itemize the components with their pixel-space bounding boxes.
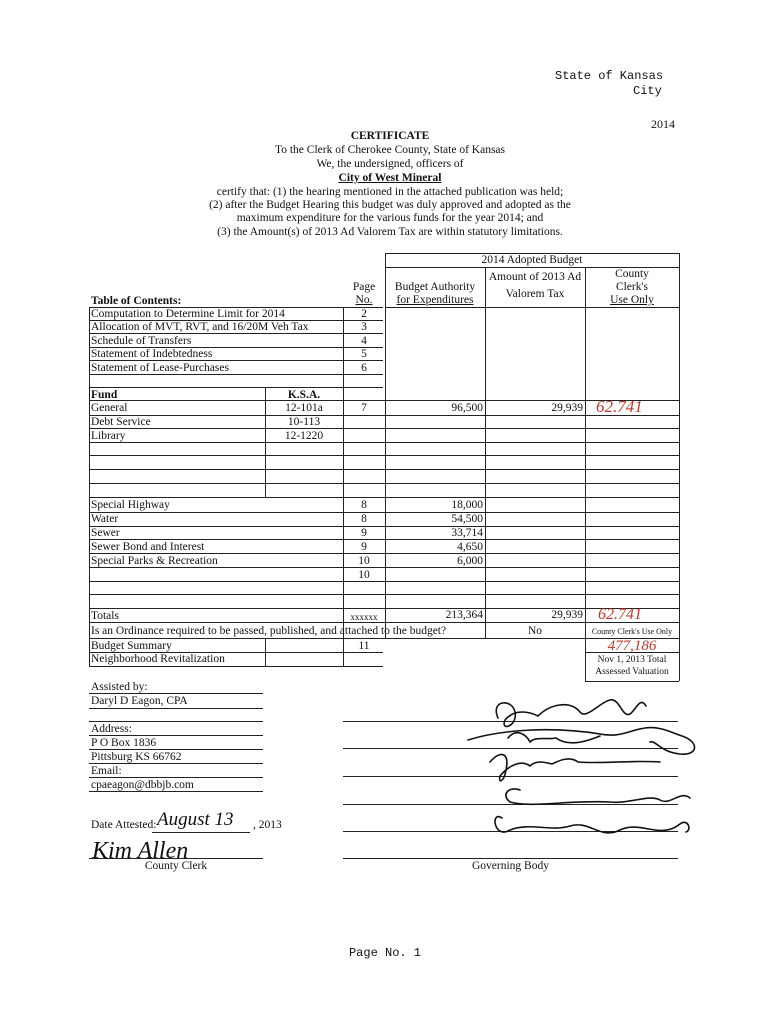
other-fund-name: Special Highway xyxy=(91,499,170,511)
fund-budget: 96,500 xyxy=(451,402,483,414)
clerk-col-header-1: County xyxy=(615,268,649,280)
toc-label: Table of Contents: xyxy=(91,295,182,307)
fund-name: General xyxy=(91,402,128,414)
page-number: Page No. 1 xyxy=(348,946,421,960)
assessed-label-1: Nov 1, 2013 Total xyxy=(597,655,667,665)
city-name: City of West Mineral xyxy=(338,172,442,184)
address-line-1: P O Box 1836 xyxy=(91,737,157,749)
neighborhood-label: Neighborhood Revitalization xyxy=(91,653,225,665)
fund-ksa: 12-101a xyxy=(285,402,323,414)
page-col-header-2: No. xyxy=(355,294,373,306)
other-fund-budget: 6,000 xyxy=(457,555,483,567)
fund-tax: 29,939 xyxy=(551,402,583,414)
totals-page: xxxxxx xyxy=(350,612,378,622)
fund-ksa: 12-1220 xyxy=(284,430,324,442)
other-fund-budget: 18,000 xyxy=(451,499,483,511)
other-fund-name: Special Parks & Recreation xyxy=(91,555,218,567)
governing-body-label: Governing Body xyxy=(472,860,549,872)
other-fund-page: 9 xyxy=(361,541,367,553)
ordinance-question: Is an Ordinance required to be passed, published, and attached to the budget? xyxy=(91,625,447,637)
totals-label: Totals xyxy=(91,610,119,622)
date-attested-year: , 2013 xyxy=(253,819,282,831)
other-fund-page: 8 xyxy=(361,499,367,511)
address-line-2: Pittsburg KS 66762 xyxy=(91,751,182,763)
totals-tax: 29,939 xyxy=(551,609,583,621)
clerk-col-header-3: Use Only xyxy=(610,294,654,306)
other-fund-name: Sewer xyxy=(91,527,120,539)
fund-label: Fund xyxy=(91,389,118,401)
county-clerk-use-only: County Clerk's Use Only xyxy=(591,627,673,636)
toc-item: Statement of Indebtedness xyxy=(91,348,213,360)
other-fund-budget: 33,714 xyxy=(451,527,483,539)
county-clerk-signature: Kim Allen xyxy=(92,838,189,864)
other-fund-budget: 54,500 xyxy=(451,513,483,525)
toc-item: Allocation of MVT, RVT, and 16/20M Veh Tax xyxy=(91,321,309,333)
certificate-body-1: certify that: (1) the hearing mentioned in the attached publication was held; xyxy=(216,186,564,198)
other-fund-page: 10 xyxy=(358,569,370,581)
budget-col-header-2: for Expenditures xyxy=(396,294,474,306)
adopted-budget-header: 2014 Adopted Budget xyxy=(481,254,583,266)
toc-page: 3 xyxy=(361,321,367,333)
assessed-label-2: Assessed Valuation xyxy=(595,667,669,677)
other-fund-page: 10 xyxy=(358,555,370,567)
certificate-body-2: (2) after the Budget Hearing this budget was duly approved and adopted as the xyxy=(209,199,571,211)
other-fund-budget: 4,650 xyxy=(457,541,483,553)
certificate-body-3: maximum expenditure for the various funds for the year 2014; and xyxy=(236,212,544,224)
toc-item: Statement of Lease-Purchases xyxy=(91,362,229,374)
tax-col-header-1: Amount of 2013 Ad xyxy=(488,271,582,283)
toc-page: 6 xyxy=(361,362,367,374)
assessed-valuation-handwritten: 477,186 xyxy=(607,638,657,654)
other-fund-name: Water xyxy=(91,513,119,525)
fund-clerk-handwritten: 62.741 xyxy=(596,397,643,416)
fund-page: 7 xyxy=(361,402,367,414)
certificate-to-line: To the Clerk of Cherokee County, State of Kansas xyxy=(275,144,505,156)
certificate-we-line: We, the undersigned, officers of xyxy=(316,158,464,170)
city-header: City xyxy=(633,84,662,98)
certificate-title: CERTIFICATE xyxy=(350,130,430,142)
fund-ksa: 10-113 xyxy=(287,416,321,428)
year-header: 2014 xyxy=(651,117,675,131)
budget-col-header-1: Budget Authority xyxy=(394,281,476,293)
clerk-col-header-2: Clerk's xyxy=(615,281,649,293)
state-header: State of Kansas xyxy=(555,69,664,83)
ordinance-answer: No xyxy=(527,625,543,637)
date-attested-handwritten: August 13 xyxy=(157,809,234,830)
county-clerk-label: County Clerk xyxy=(144,860,208,872)
toc-item: Computation to Determine Limit for 2014 xyxy=(91,308,285,320)
fund-name: Library xyxy=(91,430,126,442)
date-attested-label: Date Attested: xyxy=(91,819,157,831)
other-fund-page: 9 xyxy=(361,527,367,539)
toc-item: Schedule of Transfers xyxy=(91,335,192,347)
governing-body-signatures xyxy=(460,690,710,860)
toc-page: 2 xyxy=(361,308,367,320)
totals-budget: 213,364 xyxy=(445,609,483,621)
totals-clerk-handwritten: 62.741 xyxy=(598,606,642,623)
ksa-label: K.S.A. xyxy=(287,389,321,401)
assisted-label: Assisted by: xyxy=(91,681,148,693)
email-value: cpaeagon@dbbjb.com xyxy=(91,779,194,791)
other-fund-name: Sewer Bond and Interest xyxy=(91,541,205,553)
fund-name: Debt Service xyxy=(91,416,151,428)
assisted-name: Daryl D Eagon, CPA xyxy=(91,695,188,707)
toc-page: 5 xyxy=(361,348,367,360)
other-fund-page: 8 xyxy=(361,513,367,525)
page-col-header-1: Page xyxy=(352,281,376,293)
tax-col-header-2: Valorem Tax xyxy=(505,288,565,300)
toc-page: 4 xyxy=(361,335,367,347)
address-label: Address: xyxy=(91,723,132,735)
email-label: Email: xyxy=(91,765,122,777)
budget-summary-label: Budget Summary xyxy=(91,640,172,652)
certificate-body-4: (3) the Amount(s) of 2013 Ad Valorem Tax are within statutory limitations. xyxy=(217,226,563,238)
budget-summary-page: 11 xyxy=(358,640,370,652)
